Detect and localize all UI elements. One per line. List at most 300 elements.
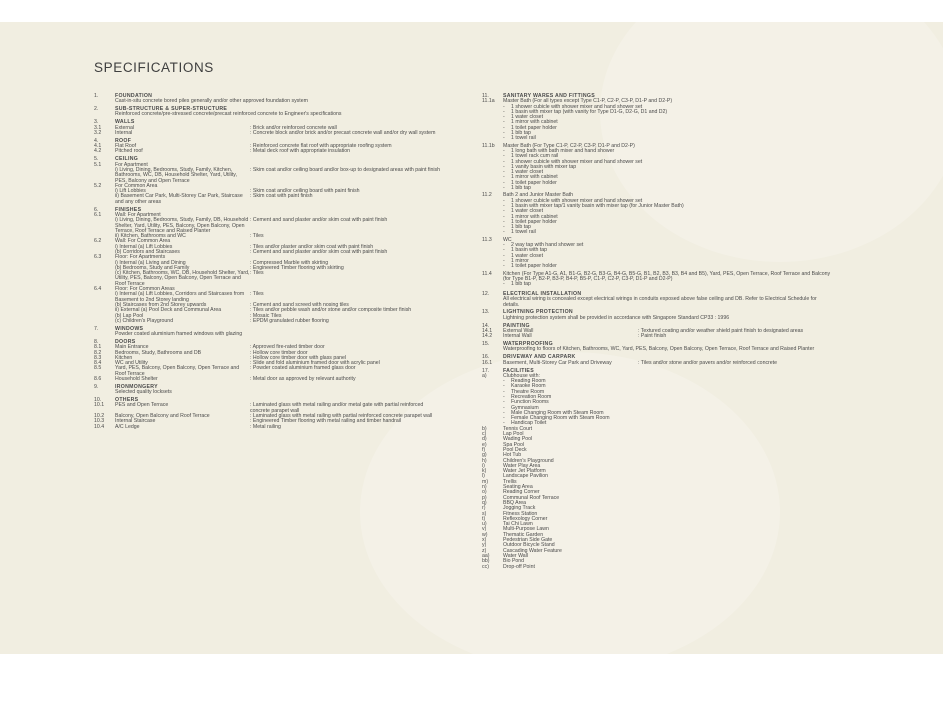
dash-marker: -	[503, 378, 505, 385]
item-detail: : Tiles and/or pebble wash and/or stone and/or composite timber finish	[250, 307, 412, 314]
section-number: 2.	[94, 106, 99, 113]
group-lead: Kitchen (For Type A1-G, A1, B1-G, B2-G, B3-G, B4-G, B5-G, B1, B2, B3, B3, B4 and B5), Yard, PES, Open Terrace, Roof Terrace and Balcony (for Type B1-P, B2-P, B3-P, B4-P, B5-P, C1-P, C2-P, C3-P, D1-P and D2-P)	[503, 270, 831, 282]
item-label: i) Living, Dining, Bedrooms, Study, Family, DB, Household Shelter, Yard, Utility, PES, Balcony, Open Balcony, Open Terrace, Roof Terrace and Raised Planter	[115, 217, 249, 234]
dash-marker: -	[503, 108, 505, 115]
spacer	[482, 287, 832, 289]
section-number: 4.	[94, 137, 99, 144]
section-text-row	[482, 316, 832, 321]
fitting-text: 1 basin with mixer tap/1 vanity basin with mixer tap (for Junior Master Bath)	[511, 202, 684, 209]
section-heading: FINISHES	[115, 206, 142, 213]
facility-name: Communal Roof Terrace	[503, 494, 560, 501]
item-label: Kitchen	[115, 354, 133, 361]
spec-item	[94, 194, 444, 205]
item-detail: : Tiles and/or plaster and/or skim coat with paint finish	[250, 243, 374, 250]
section-heading: CEILING	[115, 156, 139, 163]
item-number: 6.1	[94, 211, 102, 218]
item-label: i) Lift Lobbies	[115, 188, 146, 195]
item-number: 5.1	[94, 161, 102, 168]
section-heading: ROOF	[115, 137, 132, 144]
section-text-row	[482, 297, 832, 308]
item-number	[94, 168, 115, 184]
facility-letter: m)	[482, 478, 489, 485]
spec-section	[482, 310, 832, 321]
fitting-item	[482, 264, 832, 269]
facility-name: Water Play Area	[503, 462, 541, 469]
facility-subtext: Male Changing Room with Steam Room	[511, 409, 604, 416]
item-label: Bedrooms, Study, Bathrooms and DB	[115, 349, 202, 356]
facility-letter: q)	[482, 499, 487, 506]
section-number: 5.	[94, 156, 99, 163]
item-detail: : Reinforced concrete flat roof with appropriate roofing system	[250, 143, 392, 150]
facility-name: Fitness Station	[503, 510, 538, 517]
facility-name: Pedestrian Side Gate	[503, 537, 553, 544]
group-number: 11.1a	[482, 98, 495, 105]
section-heading: FACILITIES	[503, 367, 534, 374]
item-detail: : Engineered Timber flooring with metal railing and timber handrail	[250, 418, 402, 425]
fitting-text: 1 mirror with cabinet	[511, 119, 558, 126]
fitting-text: 1 vanity basin with mixer tap	[511, 163, 577, 170]
fitting-text: 1 water closet	[511, 252, 544, 259]
dash-marker: -	[503, 383, 505, 390]
item-label: Main Entrance	[115, 344, 149, 351]
dash-marker: -	[503, 420, 505, 427]
item-number: 6.2	[94, 238, 102, 245]
dash-marker: -	[503, 242, 505, 249]
dash-marker: -	[503, 163, 505, 170]
fitting-text: 1 bib tap	[511, 281, 531, 288]
section-number: 9.	[94, 383, 99, 390]
item-label: External Wall	[503, 327, 534, 334]
item-detail: : EPDM granulated rubber flooring	[250, 317, 329, 324]
section-number: 14.	[482, 322, 490, 329]
dash-marker: -	[503, 208, 505, 215]
fitting-text: 1 towel rack cum rail	[511, 153, 559, 160]
spec-section	[94, 340, 444, 382]
item-label: A/C Ledge	[115, 423, 140, 430]
group-lead: Bath 2 and Junior Master Bath	[503, 192, 574, 199]
section-heading: LIGHTNING PROTECTION	[503, 309, 573, 316]
dash-marker: -	[503, 179, 505, 186]
dash-marker: -	[503, 147, 505, 154]
dash-marker: -	[503, 252, 505, 259]
item-number: 10.1	[94, 402, 105, 409]
fitting-text: 1 water closet	[511, 114, 544, 121]
section-number: 3.	[94, 119, 99, 126]
item-label: Yard, PES, Balcony, Open Balcony, Open Terrace and Roof Terrace	[115, 365, 240, 377]
dash-marker: -	[503, 169, 505, 176]
item-detail: : Concrete block and/or brick and/or precast concrete wall and/or dry wall system	[250, 129, 436, 136]
indent	[94, 99, 115, 104]
indent	[482, 282, 503, 287]
spec-section	[482, 355, 832, 366]
facility-name: Reading Corner	[503, 489, 540, 496]
item-detail: : Metal door as approved by relevant authority	[250, 376, 356, 382]
fitting-text: 1 mirror with cabinet	[511, 174, 558, 181]
item-detail: : Laminated glass with metal railing with partial reinforced concrete parapet wall	[250, 412, 433, 419]
item-number: 8.4	[94, 360, 102, 367]
item-detail: : Cement and sand plaster and/or skim coat with paint finish	[250, 248, 388, 255]
indent	[94, 332, 115, 337]
facility-subtext: Handicap Toilet	[511, 420, 547, 427]
item-label: (b) Bedrooms, Study and Family	[115, 264, 190, 271]
section-number: 17.	[482, 367, 490, 374]
facility-letter: bb)	[482, 558, 490, 565]
item-label: For Apartment	[115, 161, 148, 168]
section-number: 6.	[94, 206, 99, 213]
facility-letter: w)	[482, 531, 488, 538]
dash-marker: -	[503, 130, 505, 137]
spec-item	[94, 377, 444, 382]
indent	[482, 230, 503, 235]
item-label: Basement, Multi-Storey Car Park and Driveway	[503, 359, 612, 366]
spec-section	[94, 385, 444, 396]
indent	[482, 264, 503, 269]
item-label: External	[115, 124, 135, 131]
fitting-text: 1 towel rail	[511, 135, 536, 142]
item-detail: : Metal railing	[250, 423, 281, 430]
section-text: Powder coated aluminium framed windows with glazing	[115, 331, 243, 338]
facility-name: Lap Pool	[503, 431, 524, 438]
section-text: All electrical wiring is concealed except electrical wirings in conduits exposed above false ceiling and DB. Refer to Electrical Schedule for details.	[503, 296, 817, 308]
fitting-text: 1 bib tap	[511, 130, 531, 137]
section-text-row	[94, 112, 444, 117]
dash-marker: -	[503, 213, 505, 220]
item-label: WC and Utility	[115, 360, 148, 367]
item-number: 14.1	[482, 327, 493, 334]
spec-item	[482, 334, 832, 339]
facility-letter: p)	[482, 494, 487, 501]
item-label: Balcony, Open Balcony and Roof Terrace	[115, 412, 210, 419]
item-detail: : Paint finish	[638, 333, 667, 340]
dash-marker: -	[503, 185, 505, 192]
facility-name: Thematic Garden	[503, 531, 544, 538]
fitting-line	[503, 186, 832, 191]
facility-name: Tai Chi Lawn	[503, 521, 533, 528]
facility-subtext: Karaoke Room	[511, 383, 546, 390]
section-number: 7.	[94, 325, 99, 332]
fitting-text: 1 mirror	[511, 257, 529, 264]
facility-name: Outdoor Bicycle Stand	[503, 542, 555, 549]
fitting-item	[482, 136, 832, 141]
dash-marker: -	[503, 218, 505, 225]
item-number: 8.3	[94, 354, 102, 361]
fitting-item	[482, 186, 832, 191]
spec-item	[94, 131, 444, 136]
facility-letter: i)	[482, 462, 485, 469]
facility-letter: z)	[482, 547, 487, 554]
item-detail: : Tiles	[250, 270, 264, 277]
spec-section	[482, 292, 832, 308]
group-number: 11.4	[482, 270, 492, 277]
section-number: 11.	[482, 93, 489, 99]
item-number: 8.1	[94, 344, 102, 351]
item-number: 4.1	[94, 143, 102, 150]
item-number: 5.2	[94, 182, 102, 189]
group-number: 11.2	[482, 192, 492, 199]
section-heading: FOUNDATION	[115, 93, 153, 99]
item-number	[94, 292, 115, 303]
facility-letter: o)	[482, 489, 487, 496]
facility-name: Landscape Pavilion	[503, 473, 548, 480]
item-detail: : Metal deck roof with appropriate insulation	[250, 148, 351, 155]
facility-letter: aa)	[482, 552, 490, 559]
item-label: Household Shelter	[115, 376, 158, 382]
facility-letter: b)	[482, 425, 487, 432]
section-number: 13.	[482, 309, 490, 316]
facility-name: BBQ Area	[503, 499, 527, 506]
item-number	[94, 271, 115, 287]
item-detail: : Tiles	[250, 233, 264, 240]
dash-marker: -	[503, 103, 505, 110]
item-detail: : Tiles and/or stone and/or pavers and/or reinforced concrete	[638, 359, 777, 366]
facility-subtext: Female Changing Room with Steam Room	[511, 415, 610, 422]
item-label: (c) Children's Playground	[115, 317, 174, 324]
facility-name: Clubhouse with:	[503, 372, 540, 379]
item-number: 8.2	[94, 349, 102, 356]
item-detail: : Hollow core timber door with glass panel	[250, 354, 347, 361]
group-lead: Master Bath (For all types except Type C1-P, C2-P, C3-P, D1-P and D2-P)	[503, 98, 673, 105]
dash-marker: -	[503, 388, 505, 395]
section-heading: DOORS	[115, 338, 136, 345]
dash-marker: -	[503, 174, 505, 181]
section-number: 1.	[94, 93, 99, 99]
dash-marker: -	[503, 404, 505, 411]
dash-marker: -	[503, 399, 505, 406]
spec-section	[94, 94, 444, 105]
item-number: 8.6	[94, 376, 102, 382]
facility-subtext: Theatre Room	[511, 388, 545, 395]
fitting-item	[482, 282, 832, 287]
spec-section	[94, 208, 444, 325]
dash-marker: -	[503, 119, 505, 126]
item-detail: : Hollow core timber door	[250, 349, 308, 356]
item-number	[94, 218, 115, 234]
item-detail: : Slide and fold aluminium framed door with acrylic panel	[250, 360, 380, 367]
fitting-text: 1 toilet paper holder	[511, 218, 557, 225]
facility-letter: u)	[482, 521, 487, 528]
facility-subtext: Function Rooms	[511, 399, 549, 406]
facility-letter: k)	[482, 468, 487, 475]
section-number: 15.	[482, 341, 490, 348]
spec-item	[94, 425, 444, 430]
spec-section	[94, 120, 444, 136]
spec-item	[94, 149, 444, 154]
facility-name: Hot Tub	[503, 452, 522, 459]
item-number: 4.2	[94, 148, 102, 155]
section-number: 12.	[482, 290, 490, 297]
item-number	[94, 194, 115, 205]
item-detail: : Skim coat and/or ceiling board with paint finish	[250, 188, 360, 195]
fitting-text: 1 water closet	[511, 169, 544, 176]
facility-subtext: Gymnasium	[511, 404, 539, 411]
facility-subtext: Reading Room	[511, 378, 546, 385]
fitting-group-heading	[482, 272, 832, 283]
section-heading: ELECTRICAL INSTALLATION	[503, 290, 582, 297]
facility-letter: x)	[482, 537, 487, 544]
spec-section	[482, 324, 832, 340]
dash-marker: -	[503, 158, 505, 165]
item-detail: : Mosaic Tiles	[250, 312, 282, 319]
spec-section	[94, 398, 444, 430]
fitting-text: 1 toilet paper holder	[511, 263, 557, 270]
section-text-row	[94, 99, 444, 104]
facility-letter: d)	[482, 436, 487, 443]
spec-section	[94, 107, 444, 118]
group-number: 11.3	[482, 236, 492, 243]
item-number: 3.1	[94, 124, 102, 131]
facility-letter: n)	[482, 484, 487, 491]
fitting-text: 1 basin with mixer tap (with vanity for Type D1-G, D2-G, D1 and D2)	[511, 108, 668, 115]
facility-name: Water Wall	[503, 552, 528, 559]
facility-letter: f)	[482, 446, 486, 453]
item-label: Pitched roof	[115, 148, 143, 155]
item-detail: : Textured coating and/or weather shield paint finish to designated areas	[638, 327, 804, 334]
section-heading: SUB-STRUCTURE & SUPER-STRUCTURE	[115, 106, 228, 113]
facility-letter: a)	[482, 372, 487, 379]
fitting-text: 1 long bath with bath mixer and hand shower	[511, 147, 615, 154]
facility-name: Multi-Purpose Lawn	[503, 526, 549, 533]
section-heading: IRONMONGERY	[115, 383, 158, 390]
item-label: Internal Wall	[503, 333, 532, 340]
facility-name: Children's Playground	[503, 457, 554, 464]
section-text: Waterproofing to floors of Kitchen, Bathrooms, WC, Yard, PES, Balcony, Open Balcony, Open Terrace, Roof Terrace and Raised Planter	[503, 346, 815, 353]
facility-letter: r)	[482, 505, 486, 512]
specification-sheet	[0, 22, 943, 654]
fitting-text: 1 toilet paper holder	[511, 124, 557, 131]
facility-name: Reflexology Corner	[503, 515, 548, 522]
dash-marker: -	[503, 114, 505, 121]
item-label: Wall: For Apartment	[115, 211, 161, 218]
item-label: (b) Staircases from 2nd Storey upwards	[115, 301, 207, 308]
item-label: PES and Open Terrace	[115, 402, 169, 409]
fitting-text: 1 toilet paper holder	[511, 179, 557, 186]
facility-letter: g)	[482, 452, 487, 459]
section-heading: OTHERS	[115, 397, 139, 404]
dash-marker: -	[503, 229, 505, 236]
item-detail: : Powder coated aluminium framed glass door	[250, 365, 356, 372]
facility-name: Drop-off Point	[503, 563, 535, 570]
fitting-text: 1 bib tap	[511, 224, 531, 231]
fitting-text: 2 way tap with hand shower set	[511, 242, 584, 249]
item-label: Wall: For Common Area	[115, 238, 171, 245]
indent	[482, 297, 503, 308]
item-detail: : Brick and/or reinforced concrete wall	[250, 124, 337, 131]
item-detail: : Skim coat and/or ceiling board and/or box-up to designated areas with paint finish	[250, 166, 441, 173]
right-column	[482, 94, 832, 572]
fitting-line	[503, 282, 832, 287]
indent	[482, 316, 503, 321]
facility-letter: e)	[482, 441, 487, 448]
spec-section	[482, 342, 832, 353]
facility-name: Water Jet Platform	[503, 468, 546, 475]
spec-item	[94, 218, 444, 234]
spec-item	[94, 168, 444, 184]
facility-name: Jogging Track	[503, 505, 536, 512]
facility-name: Seating Area	[503, 484, 533, 491]
item-label: Internal	[115, 129, 133, 136]
dash-marker: -	[503, 257, 505, 264]
item-label: i) Internal (a) Lift Lobbies, Corridors and Staircases from Basement to 2nd Storey landing	[115, 291, 245, 303]
item-detail: : Cement and sand screed with nosing tiles	[250, 301, 349, 308]
section-heading: WINDOWS	[115, 325, 144, 332]
dash-marker: -	[503, 124, 505, 131]
dash-marker: -	[503, 415, 505, 422]
item-label: Flat Roof	[115, 143, 137, 150]
item-number: 16.1	[482, 359, 493, 366]
fitting-line	[503, 230, 832, 235]
dash-marker: -	[503, 202, 505, 209]
item-label: ii) External (a) Pool Deck and Communal Area	[115, 307, 222, 314]
item-label: (c) Kitchen, Bathrooms, WC, DB, Household Shelter, Yard, Utility, PES, Balcony, Open Balcony, Open Terrace and Roof Terrace	[115, 270, 250, 287]
dash-marker: -	[503, 281, 505, 288]
section-heading: SANITARY WARES AND FITTINGS	[503, 93, 595, 99]
section-number: 10.	[94, 397, 102, 404]
facility-name: Wading Pool	[503, 436, 533, 443]
facility-letter: cc)	[482, 563, 489, 570]
dash-marker: -	[503, 263, 505, 270]
item-number: 14.2	[482, 333, 493, 340]
spec-item	[94, 271, 444, 287]
item-label: (b) Corridors and Staircases	[115, 248, 180, 255]
section-text-row	[94, 390, 444, 395]
dash-marker: -	[503, 394, 505, 400]
item-label: (b) Lap Pool	[115, 312, 144, 319]
item-detail: : Compressed Marble with skirting	[250, 259, 329, 266]
item-label: Floor: For Apartments	[115, 254, 166, 261]
section-heading: WATERPROOFING	[503, 341, 553, 348]
item-label: ii) Basement Car Park, Multi-Storey Car Park, Staircase and any other areas	[115, 193, 243, 205]
facility-letter: v)	[482, 526, 487, 533]
item-number: 8.5	[94, 365, 102, 372]
item-label: Floor: For Common Areas	[115, 286, 175, 293]
item-label: i) Internal (a) Lift Lobbies	[115, 243, 173, 250]
facility-name: Bio Pond	[503, 558, 525, 565]
section-text: Cast-in-situ concrete bored piles generally and/or other approved foundation system	[115, 98, 308, 105]
fitting-text: 1 water closet	[511, 208, 544, 215]
dash-marker: -	[503, 409, 505, 416]
item-detail: : Approved fire-rated timber door	[250, 344, 325, 351]
fitting-item	[482, 230, 832, 235]
item-detail: : Engineered Timber flooring with skirting	[250, 264, 344, 271]
item-detail: : Laminated glass with metal railing and/or metal gate with partial reinforced concrete parapet wall	[250, 402, 424, 414]
facility-letter: s)	[482, 510, 487, 517]
item-detail: : Cement and sand plaster and/or skim coat with paint finish	[250, 217, 388, 224]
facility-letter: l)	[482, 473, 485, 480]
indent	[482, 186, 503, 191]
item-detail: : Tiles	[250, 291, 264, 298]
item-label: Internal Staircase	[115, 418, 156, 425]
group-number: 11.1b	[482, 142, 495, 149]
fitting-text: 1 shower cubicle with shower mixer and hand shower set	[511, 197, 643, 204]
item-number: 3.2	[94, 129, 102, 136]
fitting-text: 1 bib tap	[511, 185, 531, 192]
facility-subtext: Recreation Room	[511, 394, 552, 400]
dash-marker: -	[503, 135, 505, 142]
facility-item	[482, 565, 832, 570]
item-label: i) Living, Dining, Bedrooms, Study, Family, Kitchen, Bathrooms, WC, DB, Household Shelter, Yard, Utility, PES, Balcony and Open Terrace	[115, 166, 237, 184]
item-number: 6.4	[94, 286, 102, 293]
left-column	[94, 94, 444, 432]
spec-item	[94, 319, 444, 324]
section-text-row	[482, 347, 832, 352]
item-detail: : Skim coat with paint finish	[250, 193, 313, 200]
section-number: 8.	[94, 338, 99, 345]
indent	[482, 136, 503, 141]
dash-marker: -	[503, 247, 505, 254]
indent	[482, 347, 503, 352]
fitting-line	[503, 264, 832, 269]
page-title: SPECIFICATIONS	[94, 60, 214, 75]
